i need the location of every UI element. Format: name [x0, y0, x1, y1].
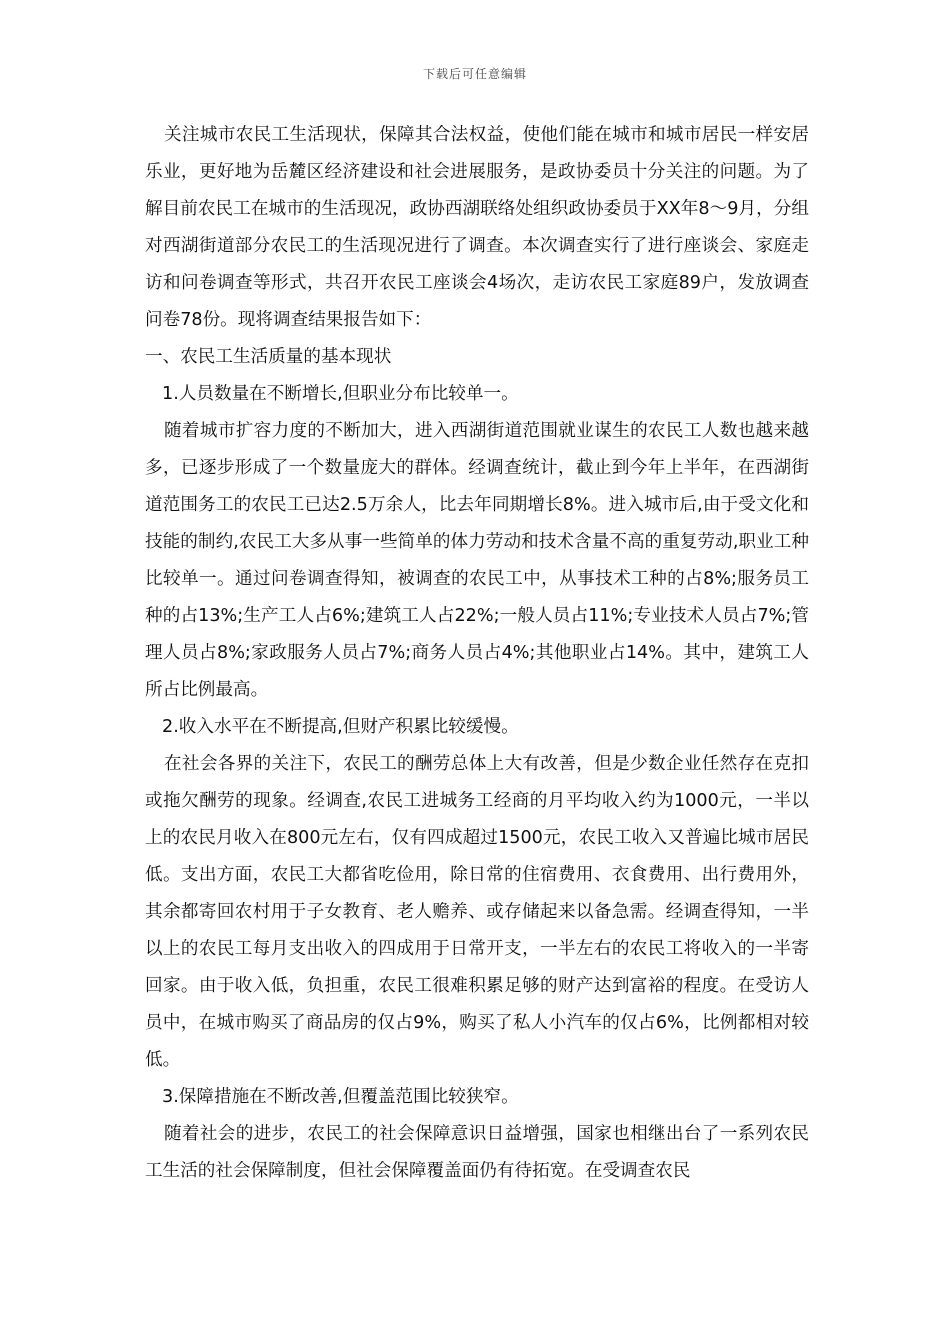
- subheading-1: 1.人员数量在不断增长,但职业分布比较单一。: [162, 384, 519, 404]
- section-heading: 一、农民工生活质量的基本现状: [145, 347, 392, 367]
- header-note: 下载后可任意编辑: [422, 67, 527, 81]
- paragraph-employment: 随着城市扩容力度的不断加大，进入西湖街道范围就业谋生的农民工人数也越来越多，已逐步形成了一个数量庞大的群体。经调查统计，截止到今年上半年，在西湖街道范围务工的农民工已达2.5万余人，比去年同期增长8%。进入城市后,由于受文化和技能的制约,农民工大多从事一些简单的体力劳动和技术含量不高的重复劳动,职业工种比较单一。通过问卷调查得知，被调查的农民工中，从事技术工种的占8%;服务员工种的占13%;生产工人占6%;建筑工人占22%;一般人员占11%;专业技术人员占7%;管理人员占8%;家政服务人员占7%;商务人员占4%;其他职业占14%。其中，建筑工人所占比例最高。: [145, 421, 809, 700]
- document-body: [145, 117, 809, 1190]
- intro-paragraph: 关注城市农民工生活现状，保障其合法权益，使他们能在城市和城市居民一样安居乐业，更好地为岳麓区经济建设和社会进展服务，是政协委员十分关注的问题。为了解目前农民工在城市的生活现况，政协西湖联络处组织政协委员于XX年8～9月，分组对西湖街道部分农民工的生活现况进行了调查。本次调查实行了进行座谈会、家庭走访和问卷调查等形式，共召开农民工座谈会4场次，走访农民工家庭89户，发放调查问卷78份。现将调查结果报告如下：: [145, 125, 809, 330]
- paragraph-income: 在社会各界的关注下，农民工的酬劳总体上大有改善，但是少数企业任然存在克扣或拖欠酬劳的现象。经调查,农民工进城务工经商的月平均收入约为1000元，一半以上的农民月收入在800元左右，仅有四成超过1500元，农民工收入又普遍比城市居民低。支出方面，农民工大都省吃俭用，除日常的住宿费用、衣食费用、出行费用外，其余都寄回农村用于子女教育、老人赡养、或存储起来以备急需。经调查得知，一半以上的农民工每月支出收入的四成用于日常开支，一半左右的农民工将收入的一半寄回家。由于收入低，负担重，农民工很难积累足够的财产达到富裕的程度。在受访人员中，在城市购买了商品房的仅占9%，购买了私人小汽车的仅占6%，比例都相对较低。: [145, 754, 809, 1070]
- paragraph-security: 随着社会的进步，农民工的社会保障意识日益增强，国家也相继出台了一系列农民工生活的社会保障制度，但社会保障覆盖面仍有待拓宽。在受调查农民: [145, 1124, 809, 1181]
- subheading-2: 2.收入水平在不断提高,但财产积累比较缓慢。: [162, 717, 519, 737]
- subheading-3: 3.保障措施在不断改善,但覆盖范围比较狭窄。: [162, 1087, 519, 1107]
